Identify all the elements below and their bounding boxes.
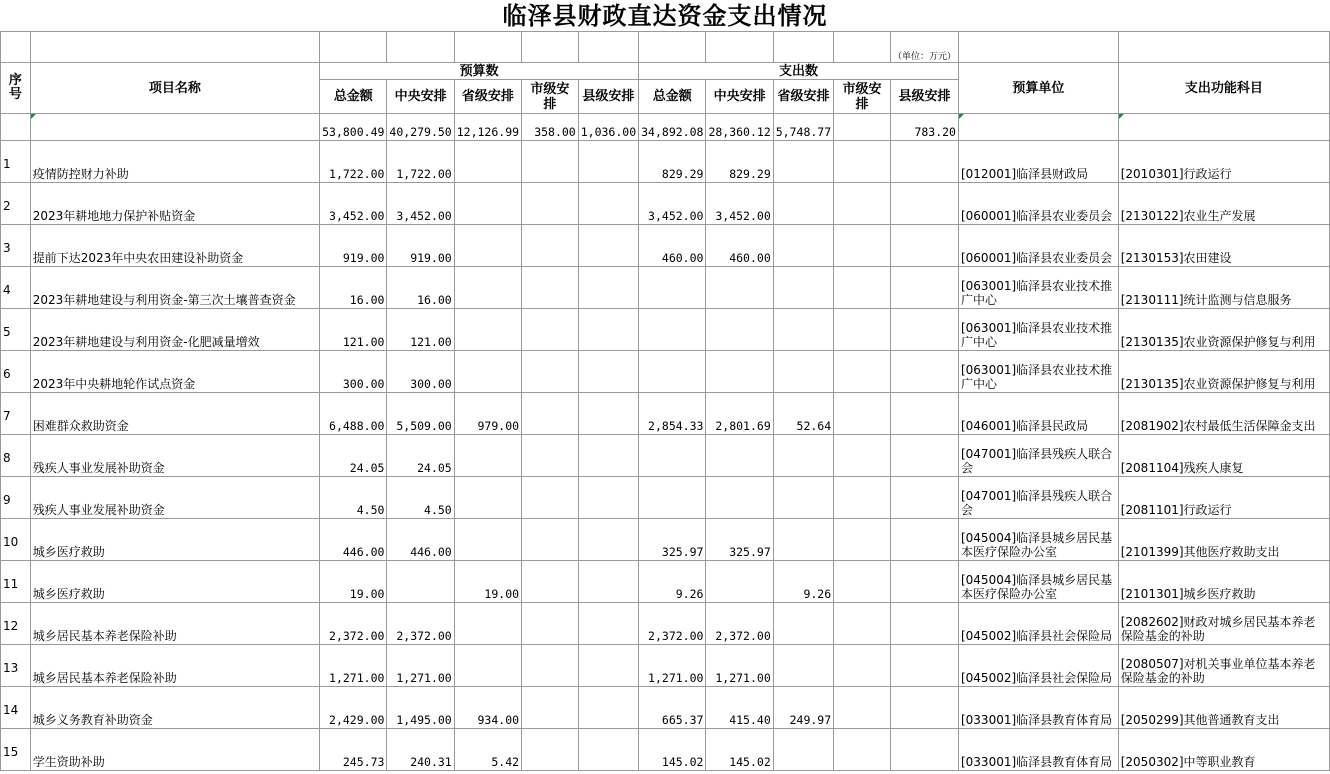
row-e-total: 665.37: [639, 687, 706, 729]
row-e-prov: [773, 645, 833, 687]
row-budget-unit: [063001]临泽县农业技术推广中心: [958, 267, 1118, 309]
row-project-name: 疫情防控财力补助: [30, 141, 319, 183]
row-b-county: [578, 687, 638, 729]
row-function: [2082602]财政对城乡居民基本养老保险基金的补助: [1118, 603, 1329, 645]
row-e-central: 2,372.00: [706, 603, 773, 645]
row-b-total: 121.00: [320, 309, 387, 351]
row-e-city: [834, 267, 891, 309]
row-seq: 7: [1, 393, 31, 435]
row-e-total: 2,372.00: [639, 603, 706, 645]
row-b-city: [522, 267, 579, 309]
row-b-prov: 5.42: [454, 729, 521, 771]
row-b-city: [522, 729, 579, 771]
row-b-central: 121.00: [387, 309, 454, 351]
row-e-county: [890, 309, 958, 351]
row-project-name: 城乡居民基本养老保险补助: [30, 645, 319, 687]
row-e-prov: [773, 435, 833, 477]
row-project-name: 2023年耕地建设与利用资金-第三次土壤普查资金: [30, 267, 319, 309]
table-row: [1, 519, 1330, 561]
row-b-county: [578, 645, 638, 687]
header-e-central: 中央安排: [706, 80, 773, 114]
row-b-city: [522, 393, 579, 435]
row-e-city: [834, 393, 891, 435]
row-b-central: 919.00: [387, 225, 454, 267]
row-b-city: [522, 183, 579, 225]
expense-table: [0, 31, 1330, 771]
row-b-total: 3,452.00: [320, 183, 387, 225]
header-function: 支出功能科目: [1118, 63, 1329, 114]
row-b-city: [522, 309, 579, 351]
row-project-name: 城乡医疗救助: [30, 519, 319, 561]
row-seq: 15: [1, 729, 31, 771]
row-b-county: [578, 309, 638, 351]
row-e-total: [639, 351, 706, 393]
header-project: 项目名称: [30, 63, 319, 114]
row-b-total: 446.00: [320, 519, 387, 561]
total-b-county: 1,036.00: [578, 114, 638, 141]
row-function: [2081104]残疾人康复: [1118, 435, 1329, 477]
row-b-county: [578, 141, 638, 183]
row-b-central: 240.31: [387, 729, 454, 771]
row-e-total: 1,271.00: [639, 645, 706, 687]
row-b-prov: [454, 225, 521, 267]
row-b-central: 2,372.00: [387, 603, 454, 645]
row-e-city: [834, 729, 891, 771]
row-e-county: [890, 603, 958, 645]
row-e-city: [834, 477, 891, 519]
row-b-city: [522, 645, 579, 687]
row-b-central: 3,452.00: [387, 183, 454, 225]
row-e-central: 829.29: [706, 141, 773, 183]
total-e-total: 34,892.08: [639, 114, 706, 141]
row-seq: 12: [1, 603, 31, 645]
row-e-central: 3,452.00: [706, 183, 773, 225]
row-e-county: [890, 477, 958, 519]
row-budget-unit: [063001]临泽县农业技术推广中心: [958, 309, 1118, 351]
row-e-county: [890, 435, 958, 477]
row-seq: 8: [1, 435, 31, 477]
row-function: [2101399]其他医疗救助支出: [1118, 519, 1329, 561]
row-b-county: [578, 393, 638, 435]
row-b-prov: [454, 603, 521, 645]
row-budget-unit: [063001]临泽县农业技术推广中心: [958, 351, 1118, 393]
row-project-name: 残疾人事业发展补助资金: [30, 477, 319, 519]
row-b-city: [522, 477, 579, 519]
header-seq: 序号: [1, 63, 31, 114]
row-seq: 1: [1, 141, 31, 183]
header-budget-unit: 预算单位: [958, 63, 1118, 114]
row-e-prov: [773, 729, 833, 771]
header-e-provincial: 省级安排: [773, 80, 833, 114]
row-b-prov: 19.00: [454, 561, 521, 603]
table-row: [1, 645, 1330, 687]
row-e-central: [706, 267, 773, 309]
row-budget-unit: [033001]临泽县教育体育局: [958, 687, 1118, 729]
row-e-county: [890, 645, 958, 687]
row-b-prov: [454, 435, 521, 477]
row-project-name: 困难群众救助资金: [30, 393, 319, 435]
row-e-central: 145.02: [706, 729, 773, 771]
row-function: [2130122]农业生产发展: [1118, 183, 1329, 225]
row-b-total: 6,488.00: [320, 393, 387, 435]
row-b-total: 16.00: [320, 267, 387, 309]
row-budget-unit: [045004]临泽县城乡居民基本医疗保险办公室: [958, 561, 1118, 603]
table-row: [1, 477, 1330, 519]
row-b-total: 19.00: [320, 561, 387, 603]
row-e-prov: [773, 267, 833, 309]
row-b-total: 1,271.00: [320, 645, 387, 687]
row-b-city: [522, 435, 579, 477]
row-budget-unit: [047001]临泽县残疾人联合会: [958, 435, 1118, 477]
row-b-county: [578, 351, 638, 393]
row-function: [2130135]农业资源保护修复与利用: [1118, 351, 1329, 393]
row-b-central: 300.00: [387, 351, 454, 393]
header-row-1: [1, 63, 1330, 80]
row-b-county: [578, 519, 638, 561]
row-seq: 6: [1, 351, 31, 393]
row-budget-unit: [047001]临泽县残疾人联合会: [958, 477, 1118, 519]
table-row: [1, 393, 1330, 435]
row-b-county: [578, 729, 638, 771]
row-e-county: [890, 267, 958, 309]
row-e-city: [834, 603, 891, 645]
row-b-city: [522, 603, 579, 645]
row-b-total: 919.00: [320, 225, 387, 267]
table-row: [1, 351, 1330, 393]
row-budget-unit: [046001]临泽县民政局: [958, 393, 1118, 435]
row-b-central: 24.05: [387, 435, 454, 477]
row-b-prov: [454, 519, 521, 561]
total-e-county: 783.20: [890, 114, 958, 141]
row-function: [2101301]城乡医疗救助: [1118, 561, 1329, 603]
row-e-central: [706, 435, 773, 477]
header-e-county: 县级安排: [890, 80, 958, 114]
row-e-city: [834, 309, 891, 351]
row-e-prov: [773, 519, 833, 561]
row-e-central: 415.40: [706, 687, 773, 729]
row-e-county: [890, 561, 958, 603]
header-e-total: 总金额: [639, 80, 706, 114]
row-function: [2080507]对机关事业单位基本养老保险基金的补助: [1118, 645, 1329, 687]
row-e-county: [890, 183, 958, 225]
row-e-city: [834, 561, 891, 603]
row-b-city: [522, 519, 579, 561]
row-e-central: [706, 351, 773, 393]
table-row: [1, 225, 1330, 267]
row-project-name: 学生资助补助: [30, 729, 319, 771]
row-b-county: [578, 561, 638, 603]
unit-note: （单位：万元）: [890, 32, 958, 63]
row-e-county: [890, 393, 958, 435]
header-expense-group: 支出数: [639, 63, 959, 80]
row-budget-unit: [045004]临泽县城乡居民基本医疗保险办公室: [958, 519, 1118, 561]
row-e-central: [706, 561, 773, 603]
row-e-total: 145.02: [639, 729, 706, 771]
row-e-central: 2,801.69: [706, 393, 773, 435]
row-e-city: [834, 183, 891, 225]
row-b-total: 2,372.00: [320, 603, 387, 645]
row-e-county: [890, 351, 958, 393]
row-e-central: 460.00: [706, 225, 773, 267]
row-budget-unit: [060001]临泽县农业委员会: [958, 225, 1118, 267]
row-b-city: [522, 225, 579, 267]
row-b-prov: [454, 183, 521, 225]
header-b-provincial: 省级安排: [454, 80, 521, 114]
row-b-prov: 934.00: [454, 687, 521, 729]
row-b-city: [522, 351, 579, 393]
row-budget-unit: [060001]临泽县农业委员会: [958, 183, 1118, 225]
row-b-county: [578, 183, 638, 225]
row-b-city: [522, 561, 579, 603]
table-row: [1, 309, 1330, 351]
row-seq: 5: [1, 309, 31, 351]
row-b-total: 2,429.00: [320, 687, 387, 729]
header-budget-group: 预算数: [320, 63, 639, 80]
row-e-central: 1,271.00: [706, 645, 773, 687]
row-e-total: [639, 267, 706, 309]
table-row: [1, 561, 1330, 603]
row-e-total: 460.00: [639, 225, 706, 267]
row-b-city: [522, 687, 579, 729]
row-function: [2130111]统计监测与信息服务: [1118, 267, 1329, 309]
page-title: 临泽县财政直达资金支出情况: [502, 1, 828, 30]
row-b-prov: [454, 645, 521, 687]
row-e-prov: [773, 309, 833, 351]
row-project-name: 城乡义务教育补助资金: [30, 687, 319, 729]
row-b-county: [578, 225, 638, 267]
row-budget-unit: [045002]临泽县社会保险局: [958, 603, 1118, 645]
row-e-city: [834, 141, 891, 183]
row-project-name: 城乡居民基本养老保险补助: [30, 603, 319, 645]
row-b-total: 245.73: [320, 729, 387, 771]
row-b-total: 24.05: [320, 435, 387, 477]
row-b-county: [578, 603, 638, 645]
row-e-central: 325.97: [706, 519, 773, 561]
row-b-prov: [454, 351, 521, 393]
row-budget-unit: [012001]临泽县财政局: [958, 141, 1118, 183]
row-e-county: [890, 687, 958, 729]
totals-row: [1, 114, 1330, 141]
row-seq: 11: [1, 561, 31, 603]
row-project-name: 2023年耕地建设与利用资金-化肥减量增效: [30, 309, 319, 351]
row-e-prov: 249.97: [773, 687, 833, 729]
row-budget-unit: [033001]临泽县教育体育局: [958, 729, 1118, 771]
row-project-name: 2023年中央耕地轮作试点资金: [30, 351, 319, 393]
row-project-name: 2023年耕地地力保护补贴资金: [30, 183, 319, 225]
table-row: [1, 729, 1330, 771]
row-b-county: [578, 267, 638, 309]
row-b-central: 1,722.00: [387, 141, 454, 183]
row-function: [2081902]农村最低生活保障金支出: [1118, 393, 1329, 435]
row-b-central: 4.50: [387, 477, 454, 519]
row-seq: 9: [1, 477, 31, 519]
total-b-central: 40,279.50: [387, 114, 454, 141]
row-b-prov: [454, 309, 521, 351]
row-seq: 10: [1, 519, 31, 561]
row-e-city: [834, 645, 891, 687]
total-b-prov: 12,126.99: [454, 114, 521, 141]
row-b-county: [578, 477, 638, 519]
row-project-name: 提前下达2023年中央农田建设补助资金: [30, 225, 319, 267]
row-e-prov: 52.64: [773, 393, 833, 435]
row-e-total: 3,452.00: [639, 183, 706, 225]
row-e-city: [834, 687, 891, 729]
row-seq: 13: [1, 645, 31, 687]
row-e-prov: [773, 225, 833, 267]
row-e-city: [834, 351, 891, 393]
row-seq: 2: [1, 183, 31, 225]
header-e-city: 市级安排: [834, 80, 891, 114]
row-e-total: [639, 435, 706, 477]
row-b-central: 1,495.00: [387, 687, 454, 729]
row-e-total: 9.26: [639, 561, 706, 603]
row-b-central: 16.00: [387, 267, 454, 309]
row-e-prov: 9.26: [773, 561, 833, 603]
row-b-county: [578, 435, 638, 477]
row-b-prov: 979.00: [454, 393, 521, 435]
row-b-city: [522, 141, 579, 183]
row-e-city: [834, 519, 891, 561]
row-b-prov: [454, 141, 521, 183]
row-project-name: 城乡医疗救助: [30, 561, 319, 603]
row-e-city: [834, 225, 891, 267]
table-row: [1, 141, 1330, 183]
table-row: [1, 267, 1330, 309]
header-b-county: 县级安排: [578, 80, 638, 114]
row-budget-unit: [045002]临泽县社会保险局: [958, 645, 1118, 687]
row-b-central: [387, 561, 454, 603]
row-function: [2081101]行政运行: [1118, 477, 1329, 519]
row-e-city: [834, 435, 891, 477]
row-e-total: 829.29: [639, 141, 706, 183]
row-e-county: [890, 141, 958, 183]
row-e-county: [890, 225, 958, 267]
row-b-central: 446.00: [387, 519, 454, 561]
total-e-prov: 5,748.77: [773, 114, 833, 141]
row-project-name: 残疾人事业发展补助资金: [30, 435, 319, 477]
row-seq: 4: [1, 267, 31, 309]
row-b-total: 4.50: [320, 477, 387, 519]
row-b-total: 300.00: [320, 351, 387, 393]
table-row: [1, 435, 1330, 477]
row-e-total: 2,854.33: [639, 393, 706, 435]
row-e-prov: [773, 477, 833, 519]
row-e-total: [639, 309, 706, 351]
row-b-prov: [454, 477, 521, 519]
row-e-total: 325.97: [639, 519, 706, 561]
row-e-prov: [773, 351, 833, 393]
row-function: [2050299]其他普通教育支出: [1118, 687, 1329, 729]
total-e-city: [834, 114, 891, 141]
row-e-prov: [773, 183, 833, 225]
spacer-row: [1, 32, 1330, 63]
total-b-city: 358.00: [522, 114, 579, 141]
row-function: [2130135]农业资源保护修复与利用: [1118, 309, 1329, 351]
row-seq: 3: [1, 225, 31, 267]
row-b-total: 1,722.00: [320, 141, 387, 183]
total-b-total: 53,800.49: [320, 114, 387, 141]
row-e-central: [706, 477, 773, 519]
row-e-prov: [773, 603, 833, 645]
row-e-county: [890, 519, 958, 561]
row-function: [2130153]农田建设: [1118, 225, 1329, 267]
row-e-central: [706, 309, 773, 351]
header-b-city: 市级安排: [522, 80, 579, 114]
row-b-central: 1,271.00: [387, 645, 454, 687]
row-e-prov: [773, 141, 833, 183]
row-function: [2010301]行政运行: [1118, 141, 1329, 183]
header-b-central: 中央安排: [387, 80, 454, 114]
table-row: [1, 687, 1330, 729]
row-e-county: [890, 729, 958, 771]
table-row: [1, 183, 1330, 225]
row-b-prov: [454, 267, 521, 309]
table-row: [1, 603, 1330, 645]
total-e-central: 28,360.12: [706, 114, 773, 141]
row-e-total: [639, 477, 706, 519]
row-b-central: 5,509.00: [387, 393, 454, 435]
row-function: [2050302]中等职业教育: [1118, 729, 1329, 771]
header-b-total: 总金额: [320, 80, 387, 114]
row-seq: 14: [1, 687, 31, 729]
